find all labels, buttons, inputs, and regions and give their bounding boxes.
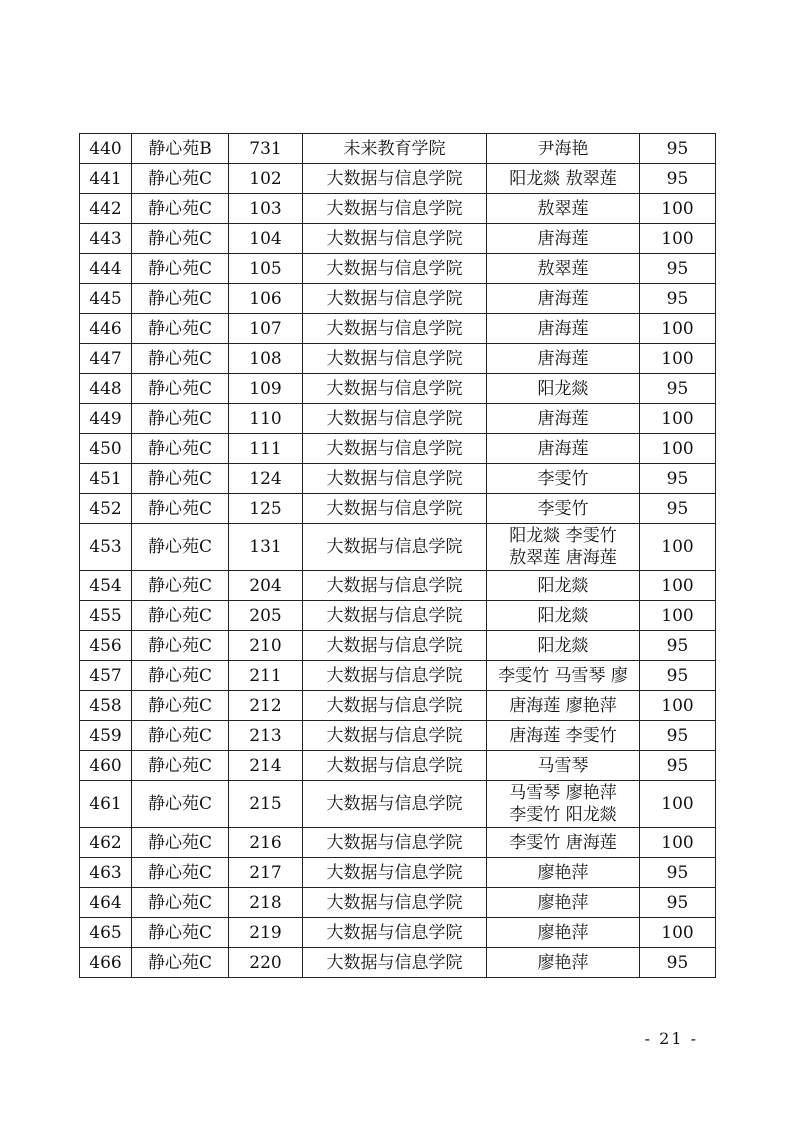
- college-cell: 大数据与信息学院: [303, 194, 487, 224]
- score-cell: 95: [640, 858, 716, 888]
- score-cell: 95: [640, 494, 716, 524]
- room-number-cell: 218: [229, 888, 303, 918]
- room-number-cell: 213: [229, 721, 303, 751]
- score-cell: 100: [640, 601, 716, 631]
- room-number-cell: 125: [229, 494, 303, 524]
- room-number-cell: 217: [229, 858, 303, 888]
- table-row: [80, 494, 716, 524]
- building-cell: 静心苑C: [132, 751, 229, 781]
- table-row: [80, 858, 716, 888]
- score-cell: 95: [640, 284, 716, 314]
- row-number-cell: 446: [80, 314, 132, 344]
- building-cell: 静心苑C: [132, 781, 229, 828]
- row-number-cell: 453: [80, 524, 132, 571]
- table-row: [80, 194, 716, 224]
- table-row: [80, 888, 716, 918]
- row-number-cell: 456: [80, 631, 132, 661]
- room-number-cell: 104: [229, 224, 303, 254]
- building-cell: 静心苑C: [132, 918, 229, 948]
- building-cell: 静心苑C: [132, 194, 229, 224]
- row-number-cell: 458: [80, 691, 132, 721]
- staff-cell: 敖翠莲: [487, 254, 640, 284]
- row-number-cell: 462: [80, 828, 132, 858]
- table-row: [80, 631, 716, 661]
- row-number-cell: 464: [80, 888, 132, 918]
- staff-cell: 李雯竹: [487, 494, 640, 524]
- score-cell: 100: [640, 344, 716, 374]
- table-row: [80, 404, 716, 434]
- building-cell: 静心苑B: [132, 134, 229, 164]
- room-number-cell: 109: [229, 374, 303, 404]
- table-row: [80, 524, 716, 571]
- staff-cell: 唐海莲: [487, 314, 640, 344]
- row-number-cell: 449: [80, 404, 132, 434]
- table-row: [80, 434, 716, 464]
- row-number-cell: 459: [80, 721, 132, 751]
- row-number-cell: 443: [80, 224, 132, 254]
- score-cell: 95: [640, 254, 716, 284]
- score-cell: 95: [640, 164, 716, 194]
- college-cell: 大数据与信息学院: [303, 464, 487, 494]
- staff-cell: 廖艳萍: [487, 858, 640, 888]
- row-number-cell: 445: [80, 284, 132, 314]
- table-row: [80, 828, 716, 858]
- building-cell: 静心苑C: [132, 828, 229, 858]
- table-row: [80, 374, 716, 404]
- score-cell: 100: [640, 194, 716, 224]
- college-cell: 大数据与信息学院: [303, 164, 487, 194]
- staff-cell: 唐海莲: [487, 224, 640, 254]
- staff-cell: 唐海莲 廖艳萍: [487, 691, 640, 721]
- college-cell: 大数据与信息学院: [303, 601, 487, 631]
- college-cell: 大数据与信息学院: [303, 631, 487, 661]
- score-cell: 95: [640, 661, 716, 691]
- row-number-cell: 466: [80, 948, 132, 978]
- room-number-cell: 216: [229, 828, 303, 858]
- college-cell: 大数据与信息学院: [303, 888, 487, 918]
- room-number-cell: 111: [229, 434, 303, 464]
- score-cell: 100: [640, 404, 716, 434]
- staff-cell: 尹海艳: [487, 134, 640, 164]
- building-cell: 静心苑C: [132, 314, 229, 344]
- table-row: [80, 601, 716, 631]
- score-cell: 100: [640, 434, 716, 464]
- staff-cell: 廖艳萍: [487, 918, 640, 948]
- score-cell: 100: [640, 918, 716, 948]
- staff-cell: 马雪琴 廖艳萍 李雯竹 阳龙燚: [487, 781, 640, 828]
- staff-cell: 李雯竹: [487, 464, 640, 494]
- staff-cell: 阳龙燚: [487, 571, 640, 601]
- room-number-cell: 204: [229, 571, 303, 601]
- table-row: [80, 781, 716, 828]
- staff-cell: 马雪琴: [487, 751, 640, 781]
- row-number-cell: 440: [80, 134, 132, 164]
- room-number-cell: 205: [229, 601, 303, 631]
- college-cell: 大数据与信息学院: [303, 721, 487, 751]
- room-number-cell: 105: [229, 254, 303, 284]
- building-cell: 静心苑C: [132, 224, 229, 254]
- row-number-cell: 441: [80, 164, 132, 194]
- college-cell: 大数据与信息学院: [303, 434, 487, 464]
- building-cell: 静心苑C: [132, 284, 229, 314]
- college-cell: 大数据与信息学院: [303, 524, 487, 571]
- college-cell: 大数据与信息学院: [303, 254, 487, 284]
- table-row: [80, 948, 716, 978]
- staff-cell: 唐海莲: [487, 284, 640, 314]
- room-number-cell: 103: [229, 194, 303, 224]
- staff-cell: 唐海莲 李雯竹: [487, 721, 640, 751]
- room-number-cell: 731: [229, 134, 303, 164]
- score-cell: 100: [640, 691, 716, 721]
- score-cell: 95: [640, 888, 716, 918]
- table-row: [80, 314, 716, 344]
- college-cell: 大数据与信息学院: [303, 284, 487, 314]
- row-number-cell: 457: [80, 661, 132, 691]
- score-cell: 95: [640, 374, 716, 404]
- row-number-cell: 463: [80, 858, 132, 888]
- table-row: [80, 284, 716, 314]
- building-cell: 静心苑C: [132, 164, 229, 194]
- college-cell: 大数据与信息学院: [303, 691, 487, 721]
- score-cell: 95: [640, 134, 716, 164]
- page-number: - 21 -: [644, 1029, 698, 1048]
- row-number-cell: 448: [80, 374, 132, 404]
- building-cell: 静心苑C: [132, 721, 229, 751]
- room-number-cell: 211: [229, 661, 303, 691]
- room-number-cell: 220: [229, 948, 303, 978]
- room-number-cell: 124: [229, 464, 303, 494]
- room-number-cell: 214: [229, 751, 303, 781]
- building-cell: 静心苑C: [132, 601, 229, 631]
- building-cell: 静心苑C: [132, 691, 229, 721]
- college-cell: 大数据与信息学院: [303, 661, 487, 691]
- staff-cell: 李雯竹 唐海莲: [487, 828, 640, 858]
- room-number-cell: 107: [229, 314, 303, 344]
- college-cell: 大数据与信息学院: [303, 314, 487, 344]
- building-cell: 静心苑C: [132, 948, 229, 978]
- staff-cell: 阳龙燚: [487, 631, 640, 661]
- table-row: [80, 751, 716, 781]
- staff-cell: 阳龙燚 李雯竹 敖翠莲 唐海莲: [487, 524, 640, 571]
- college-cell: 未来教育学院: [303, 134, 487, 164]
- staff-cell: 唐海莲: [487, 344, 640, 374]
- score-cell: 100: [640, 314, 716, 344]
- table-row: [80, 918, 716, 948]
- staff-cell: 廖艳萍: [487, 948, 640, 978]
- staff-cell: 唐海莲: [487, 434, 640, 464]
- room-number-cell: 108: [229, 344, 303, 374]
- college-cell: 大数据与信息学院: [303, 918, 487, 948]
- score-cell: 95: [640, 948, 716, 978]
- building-cell: 静心苑C: [132, 434, 229, 464]
- table-row: [80, 691, 716, 721]
- row-number-cell: 444: [80, 254, 132, 284]
- room-number-cell: 131: [229, 524, 303, 571]
- row-number-cell: 454: [80, 571, 132, 601]
- score-cell: 100: [640, 524, 716, 571]
- staff-cell: 阳龙燚: [487, 374, 640, 404]
- row-number-cell: 452: [80, 494, 132, 524]
- college-cell: 大数据与信息学院: [303, 571, 487, 601]
- table-body: [80, 134, 716, 978]
- building-cell: 静心苑C: [132, 344, 229, 374]
- row-number-cell: 460: [80, 751, 132, 781]
- building-cell: 静心苑C: [132, 254, 229, 284]
- building-cell: 静心苑C: [132, 571, 229, 601]
- college-cell: 大数据与信息学院: [303, 858, 487, 888]
- building-cell: 静心苑C: [132, 661, 229, 691]
- table-row: [80, 464, 716, 494]
- staff-cell: 阳龙燚: [487, 601, 640, 631]
- row-number-cell: 465: [80, 918, 132, 948]
- college-cell: 大数据与信息学院: [303, 751, 487, 781]
- row-number-cell: 447: [80, 344, 132, 374]
- college-cell: 大数据与信息学院: [303, 344, 487, 374]
- table-row: [80, 661, 716, 691]
- row-number-cell: 461: [80, 781, 132, 828]
- building-cell: 静心苑C: [132, 888, 229, 918]
- college-cell: 大数据与信息学院: [303, 948, 487, 978]
- table-row: [80, 164, 716, 194]
- college-cell: 大数据与信息学院: [303, 494, 487, 524]
- building-cell: 静心苑C: [132, 404, 229, 434]
- score-cell: 95: [640, 631, 716, 661]
- staff-cell: 李雯竹 马雪琴 廖: [487, 661, 640, 691]
- dormitory-score-table: [79, 133, 716, 978]
- room-number-cell: 210: [229, 631, 303, 661]
- room-number-cell: 102: [229, 164, 303, 194]
- score-cell: 100: [640, 781, 716, 828]
- building-cell: 静心苑C: [132, 374, 229, 404]
- table-row: [80, 571, 716, 601]
- row-number-cell: 450: [80, 434, 132, 464]
- score-cell: 100: [640, 224, 716, 254]
- room-number-cell: 106: [229, 284, 303, 314]
- room-number-cell: 219: [229, 918, 303, 948]
- college-cell: 大数据与信息学院: [303, 781, 487, 828]
- building-cell: 静心苑C: [132, 858, 229, 888]
- row-number-cell: 455: [80, 601, 132, 631]
- table-row: [80, 134, 716, 164]
- score-cell: 95: [640, 464, 716, 494]
- row-number-cell: 442: [80, 194, 132, 224]
- staff-cell: 阳龙燚 敖翠莲: [487, 164, 640, 194]
- staff-cell: 廖艳萍: [487, 888, 640, 918]
- college-cell: 大数据与信息学院: [303, 374, 487, 404]
- staff-cell: 敖翠莲: [487, 194, 640, 224]
- room-number-cell: 110: [229, 404, 303, 434]
- staff-cell: 唐海莲: [487, 404, 640, 434]
- table-row: [80, 721, 716, 751]
- room-number-cell: 212: [229, 691, 303, 721]
- score-cell: 95: [640, 751, 716, 781]
- building-cell: 静心苑C: [132, 524, 229, 571]
- table-row: [80, 344, 716, 374]
- college-cell: 大数据与信息学院: [303, 828, 487, 858]
- row-number-cell: 451: [80, 464, 132, 494]
- room-number-cell: 215: [229, 781, 303, 828]
- college-cell: 大数据与信息学院: [303, 224, 487, 254]
- college-cell: 大数据与信息学院: [303, 404, 487, 434]
- table-row: [80, 254, 716, 284]
- score-cell: 100: [640, 828, 716, 858]
- building-cell: 静心苑C: [132, 631, 229, 661]
- score-cell: 95: [640, 721, 716, 751]
- table-row: [80, 224, 716, 254]
- score-cell: 100: [640, 571, 716, 601]
- building-cell: 静心苑C: [132, 494, 229, 524]
- building-cell: 静心苑C: [132, 464, 229, 494]
